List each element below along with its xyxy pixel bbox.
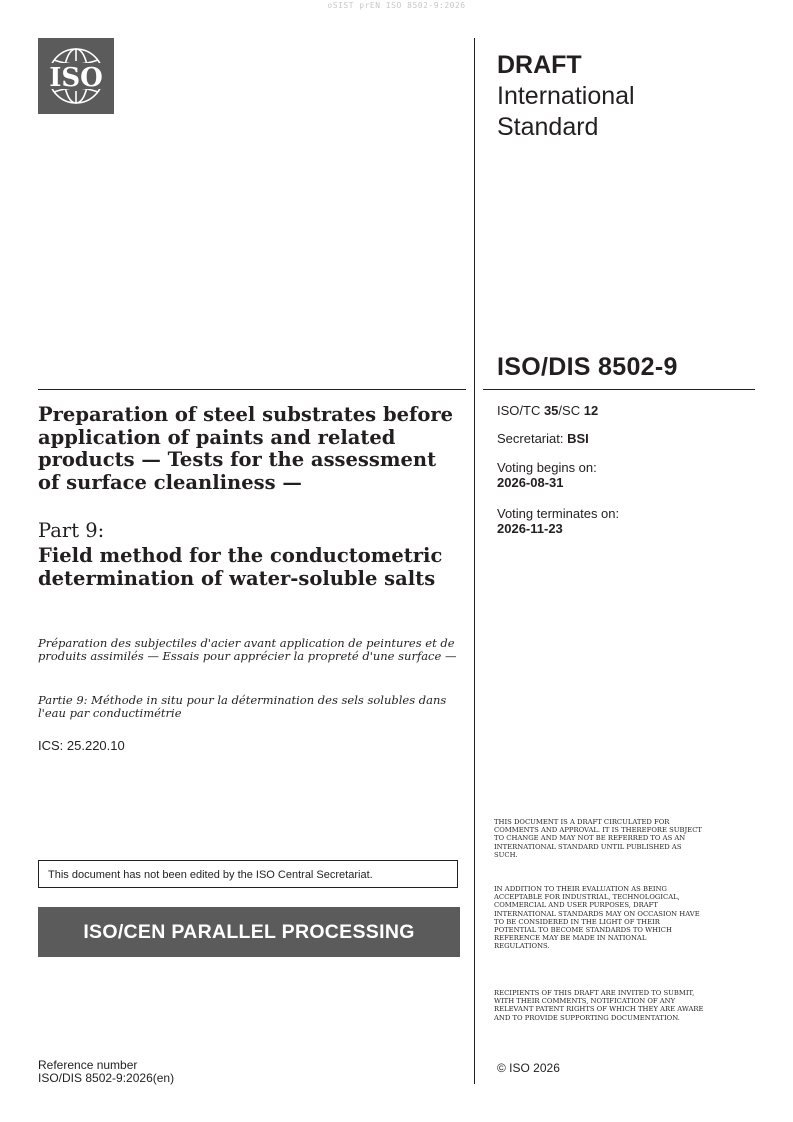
secretariat-value: BSI xyxy=(567,431,589,446)
tc-number: 35 xyxy=(543,403,559,418)
french-title: Préparation des subjectiles d'acier avant application de peintures et de produits assimilés — Essais pour apprécier la propreté d'une surface — xyxy=(38,636,457,663)
part-label: Part 9: xyxy=(38,519,105,542)
committee-prefix: ISO/TC xyxy=(497,403,544,418)
reference-number xyxy=(38,1059,174,1085)
french-part-title: Partie 9: Méthode in situ pour la détermination des sels solubles dans l'eau par conductimétrie xyxy=(38,693,447,720)
right-divider xyxy=(483,389,755,390)
committee xyxy=(497,403,598,418)
header-line2: International xyxy=(497,82,635,110)
header-line1: DRAFT xyxy=(497,51,582,79)
secretariat-label: Secretariat: xyxy=(497,431,568,446)
vertical-divider xyxy=(474,38,475,1084)
reference-value: ISO/DIS 8502-9:2026(en) xyxy=(38,1071,175,1085)
part-title: Field method for the conductometric determination of water-soluble salts xyxy=(38,544,443,590)
ics-code: ICS: 25.220.10 xyxy=(38,738,125,753)
left-divider xyxy=(38,389,466,390)
parallel-processing-banner: ISO/CEN PARALLEL PROCESSING xyxy=(38,907,460,957)
voting-terminates-label: Voting terminates on: xyxy=(497,506,620,521)
disclaimer-p2: IN ADDITION TO THEIR EVALUATION AS BEING ACCEPTABLE FOR INDUSTRIAL, TECHNOLOGICAL, COMMERCIAL AND USER PURPOSES, DRAFT INTERNATIONAL STANDARDS MAY ON OCCASION HAVE TO BE CONSIDERED IN THE LIGHT OF THEIR POTENTIAL TO BECOME STANDARDS TO WHICH REFERENCE MAY BE MADE IN NATIONAL REGULATIONS. xyxy=(494,885,700,951)
main-title: Preparation of steel substrates before application of paints and related products — Tests for the assessment of surface cleanliness — xyxy=(38,403,454,494)
reference-label: Reference number xyxy=(38,1058,138,1072)
iso-logo xyxy=(38,38,114,114)
logo-text: ISO xyxy=(49,63,103,93)
secretariat xyxy=(497,431,589,446)
header-draft xyxy=(497,50,635,143)
header-line3: Standard xyxy=(497,113,599,141)
voting-begins-date: 2026-08-31 xyxy=(497,475,564,490)
voting-begins-label: Voting begins on: xyxy=(497,460,597,475)
iso-globe-logo-icon xyxy=(38,38,114,114)
watermark: oSIST prEN ISO 8502-9:2026 xyxy=(327,1,466,10)
edit-notice: This document has not been edited by the ISO Central Secretariat. xyxy=(38,860,458,888)
voting-terminates-date: 2026-11-23 xyxy=(497,521,563,536)
disclaimer-p1: THIS DOCUMENT IS A DRAFT CIRCULATED FOR COMMENTS AND APPROVAL. IT IS THEREFORE SUBJECT TO CHANGE AND MAY NOT BE REFERRED TO AS AN INTERNATIONAL STANDARD UNTIL PUBLISHED AS SUCH. xyxy=(494,818,702,859)
voting-terminates xyxy=(497,506,619,536)
copyright: © ISO 2026 xyxy=(497,1061,560,1075)
document-number: ISO/DIS 8502-9 xyxy=(497,353,678,381)
sc-number: 12 xyxy=(583,403,599,418)
voting-begins xyxy=(497,460,597,490)
disclaimer-p3: RECIPIENTS OF THIS DRAFT ARE INVITED TO SUBMIT, WITH THEIR COMMENTS, NOTIFICATION OF ANY RELEVANT PATENT RIGHTS OF WHICH THEY ARE AWARE AND TO PROVIDE SUPPORTING DOCUMENTATION. xyxy=(494,989,704,1022)
sc-separator: /SC xyxy=(558,403,584,418)
